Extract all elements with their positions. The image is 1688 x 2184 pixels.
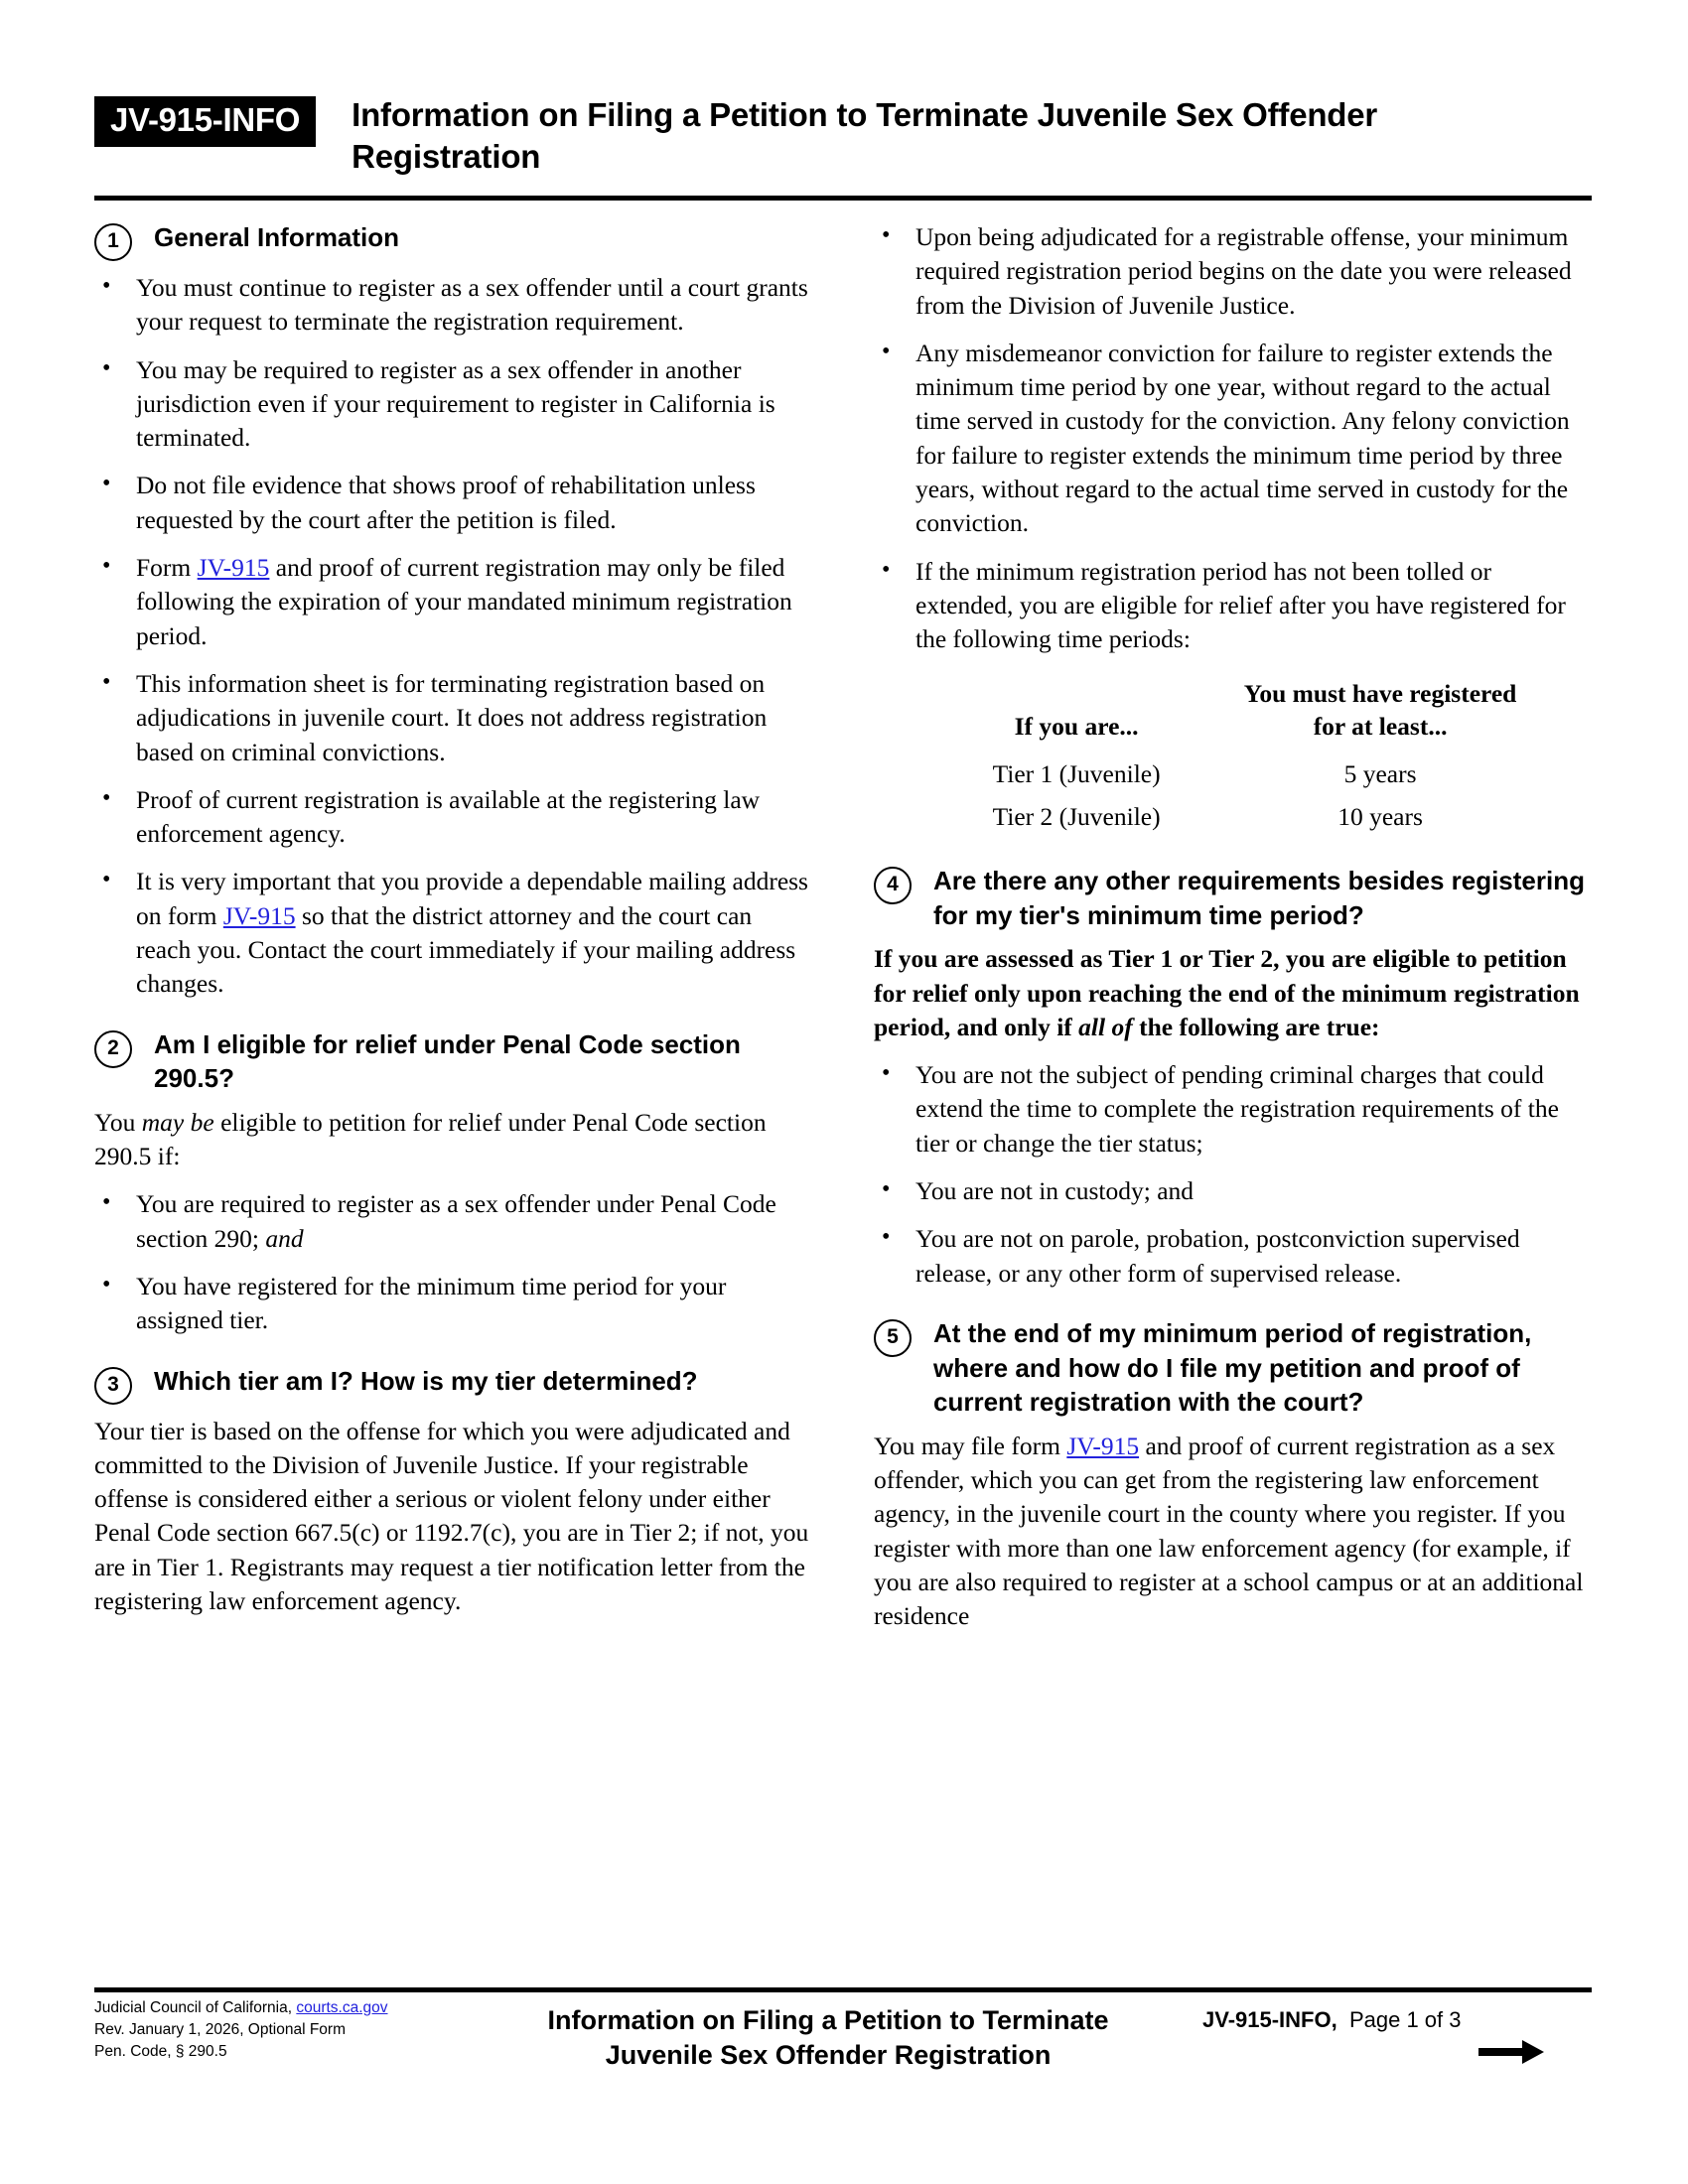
section-heading-2 — [94, 1027, 812, 1096]
column-header-registered-for: You must have registered for at least... — [1243, 678, 1517, 741]
footer-revision: Rev. January 1, 2026, Optional Form — [94, 2021, 347, 2038]
list-item: • You are not on parole, probation, postconviction supervised release, or any other form of supervised release. — [874, 1222, 1592, 1291]
section-number-4: 4 — [874, 867, 912, 904]
text-fragment: Form — [136, 553, 198, 583]
section-number-3: 3 — [94, 1367, 132, 1405]
table-header-row — [927, 675, 1535, 752]
list-item: • You may be required to register as a sex offender in another jurisdiction even if your requirement to register in California is terminated. — [94, 353, 812, 456]
section-title-3: Which tier am I? How is my tier determined? — [154, 1365, 698, 1396]
document-footer — [94, 1997, 1592, 2072]
section-heading-5 — [874, 1316, 1592, 1420]
left-column — [94, 220, 812, 1647]
page-title: Information on Filing a Petition to Terminate Juvenile Sex Offender Registration — [352, 96, 1378, 175]
footer-form-number: JV-915-INFO, — [1202, 2007, 1337, 2032]
text-fragment: and proof of current registration as a sex offender, which you can get from the registering law enforcement agency, in the juvenile court in the county where you register. If you register with more than one law enforcement agency (for example, if you are also required to register at a school campus or at an additional residence — [874, 1431, 1584, 1631]
section-heading-4 — [874, 864, 1592, 932]
tier-duration: 5 years — [1343, 758, 1417, 788]
section-heading-3 — [94, 1364, 812, 1405]
jv-915-link[interactable]: JV-915 — [222, 900, 296, 930]
text-fragment: so that the district attorney and the court can reach you. Contact the court immediately if your mailing address changes. — [136, 900, 796, 999]
list-item: • This information sheet is for terminating registration based on adjudications in juvenile court. It does not address registration based on criminal convictions. — [94, 667, 812, 769]
text-fragment: It is very important that you provide a dependable mailing address on form — [136, 867, 808, 930]
footer-form-and-page — [1202, 2007, 1592, 2033]
footer-title-line-2: Juvenile Sex Offender Registration — [605, 2039, 1052, 2070]
two-column-body — [94, 220, 1592, 1647]
section-2-intro — [94, 1106, 812, 1174]
list-item: • You are not in custody; and — [874, 1174, 1592, 1208]
text-fragment: Judicial Council of California, — [94, 1999, 297, 2016]
next-page-arrow-wrap — [1202, 2039, 1592, 2071]
courts-website-link[interactable]: courts.ca.gov — [296, 1999, 388, 2016]
section-title-4: Are there any other requirements besides registering for my tier's minimum time period? — [933, 866, 1585, 930]
list-item: • You must continue to register as a sex offender until a court grants your request to terminate the registration requirement. — [94, 271, 812, 340]
section-title-2: Am I eligible for relief under Penal Code section 290.5? — [154, 1028, 741, 1094]
list-item: • You are not the subject of pending criminal charges that could extend the time to complete the registration requirements of the tier or change the tier status; — [874, 1058, 1592, 1160]
footer-council-line — [94, 1997, 472, 2019]
footer-title-line-1: Information on Filing a Petition to Terminate — [547, 2005, 1109, 2035]
tier-name: Tier 1 (Juvenile) — [992, 758, 1161, 788]
jv-915-link[interactable]: JV-915 — [1066, 1431, 1140, 1460]
footer-divider — [94, 1987, 1592, 1992]
text-fragment: and proof of current registration may only be filed following the expiration of your mandated minimum registration period. — [136, 553, 792, 650]
table-row — [927, 752, 1535, 795]
section-number-5: 5 — [874, 1319, 912, 1357]
footer-publisher-info — [94, 1997, 472, 2063]
jv-915-link[interactable]: JV-915 — [197, 553, 270, 583]
text-fragment: eligible to petition for relief under Penal Code section 290.5 if: — [94, 1107, 767, 1171]
section-number-2: 2 — [94, 1030, 132, 1068]
tier-name: Tier 2 (Juvenile) — [992, 801, 1161, 831]
right-arrow-icon — [1478, 2039, 1544, 2065]
list-item: • Proof of current registration is available at the registering law enforcement agency. — [94, 783, 812, 852]
table-row — [927, 795, 1535, 838]
text-fragment: You are required to register as a sex offender under Penal Code section 290; — [136, 1189, 776, 1253]
section-title-5: At the end of my minimum period of registration, where and how do I file my petition and proof of current registration with the court? — [933, 1317, 1532, 1418]
list-item — [94, 1187, 812, 1256]
tier-duration: 10 years — [1337, 801, 1423, 831]
footer-penal-code: Pen. Code, § 290.5 — [94, 2043, 227, 2060]
page-number: Page 1 of 3 — [1348, 2007, 1462, 2032]
other-requirements-list — [874, 1058, 1592, 1291]
list-item: • Upon being adjudicated for a registrable offense, your minimum required registration period begins on the date you were released from the Division of Juvenile Justice. — [874, 220, 1592, 323]
list-item: • If the minimum registration period has not been tolled or extended, you are eligible for relief after you have registered for the following time periods: — [874, 555, 1592, 657]
section-4-intro — [874, 942, 1592, 1044]
list-item: • Do not file evidence that shows proof of rehabilitation unless requested by the court after the petition is filed. — [94, 469, 812, 537]
section-title-1: General Information — [154, 222, 400, 252]
emphasis-text: all of — [1078, 1012, 1133, 1041]
tier-period-list — [874, 220, 1592, 657]
section-heading-1 — [94, 220, 812, 261]
list-item: • You have registered for the minimum time period for your assigned tier. — [94, 1270, 812, 1338]
right-column — [874, 220, 1592, 1647]
text-fragment: You may file form — [874, 1431, 1067, 1460]
text-fragment: You — [94, 1107, 142, 1137]
footer-page-info — [1185, 1997, 1592, 2071]
document-header — [94, 94, 1584, 177]
list-item: • Any misdemeanor conviction for failure to register extends the minimum time period by one year, without regard to the actual time served in custody for the conviction. Any felony conviction for failure to register extends the minimum time period by three years, without regard to the actual time served in custody for the conviction. — [874, 337, 1592, 541]
emphasis-text: and — [265, 1223, 304, 1253]
section-number-1: 1 — [94, 223, 132, 261]
eligibility-list — [94, 1187, 812, 1337]
text-fragment: the following are true: — [1132, 1012, 1380, 1041]
header-divider — [94, 196, 1592, 201]
general-information-list — [94, 271, 812, 1002]
section-5-paragraph — [874, 1430, 1592, 1634]
text-fragment: If you are assessed as Tier 1 or Tier 2, you are eligible to petition for relief only upon reaching the end of the minimum registration period, and only if — [874, 944, 1580, 1041]
emphasis-text: may be — [141, 1107, 214, 1137]
column-header-if-you-are: If you are... — [1014, 711, 1139, 741]
section-3-paragraph: Your tier is based on the offense for which you were adjudicated and committed to the Division of Juvenile Justice. If your registrable offense is considered either a serious or violent felony under either Penal Code section 667.5(c) or 1192.7(c), you are in Tier 2; if not, you are in Tier 1. Registrants may request a tier notification letter from the registering law enforcement agency. — [94, 1416, 809, 1616]
list-item — [94, 551, 812, 653]
footer-title — [472, 1997, 1185, 2072]
form-number-badge: JV-915-INFO — [94, 96, 316, 147]
list-item — [94, 865, 812, 1001]
tier-requirements-table — [927, 675, 1535, 839]
